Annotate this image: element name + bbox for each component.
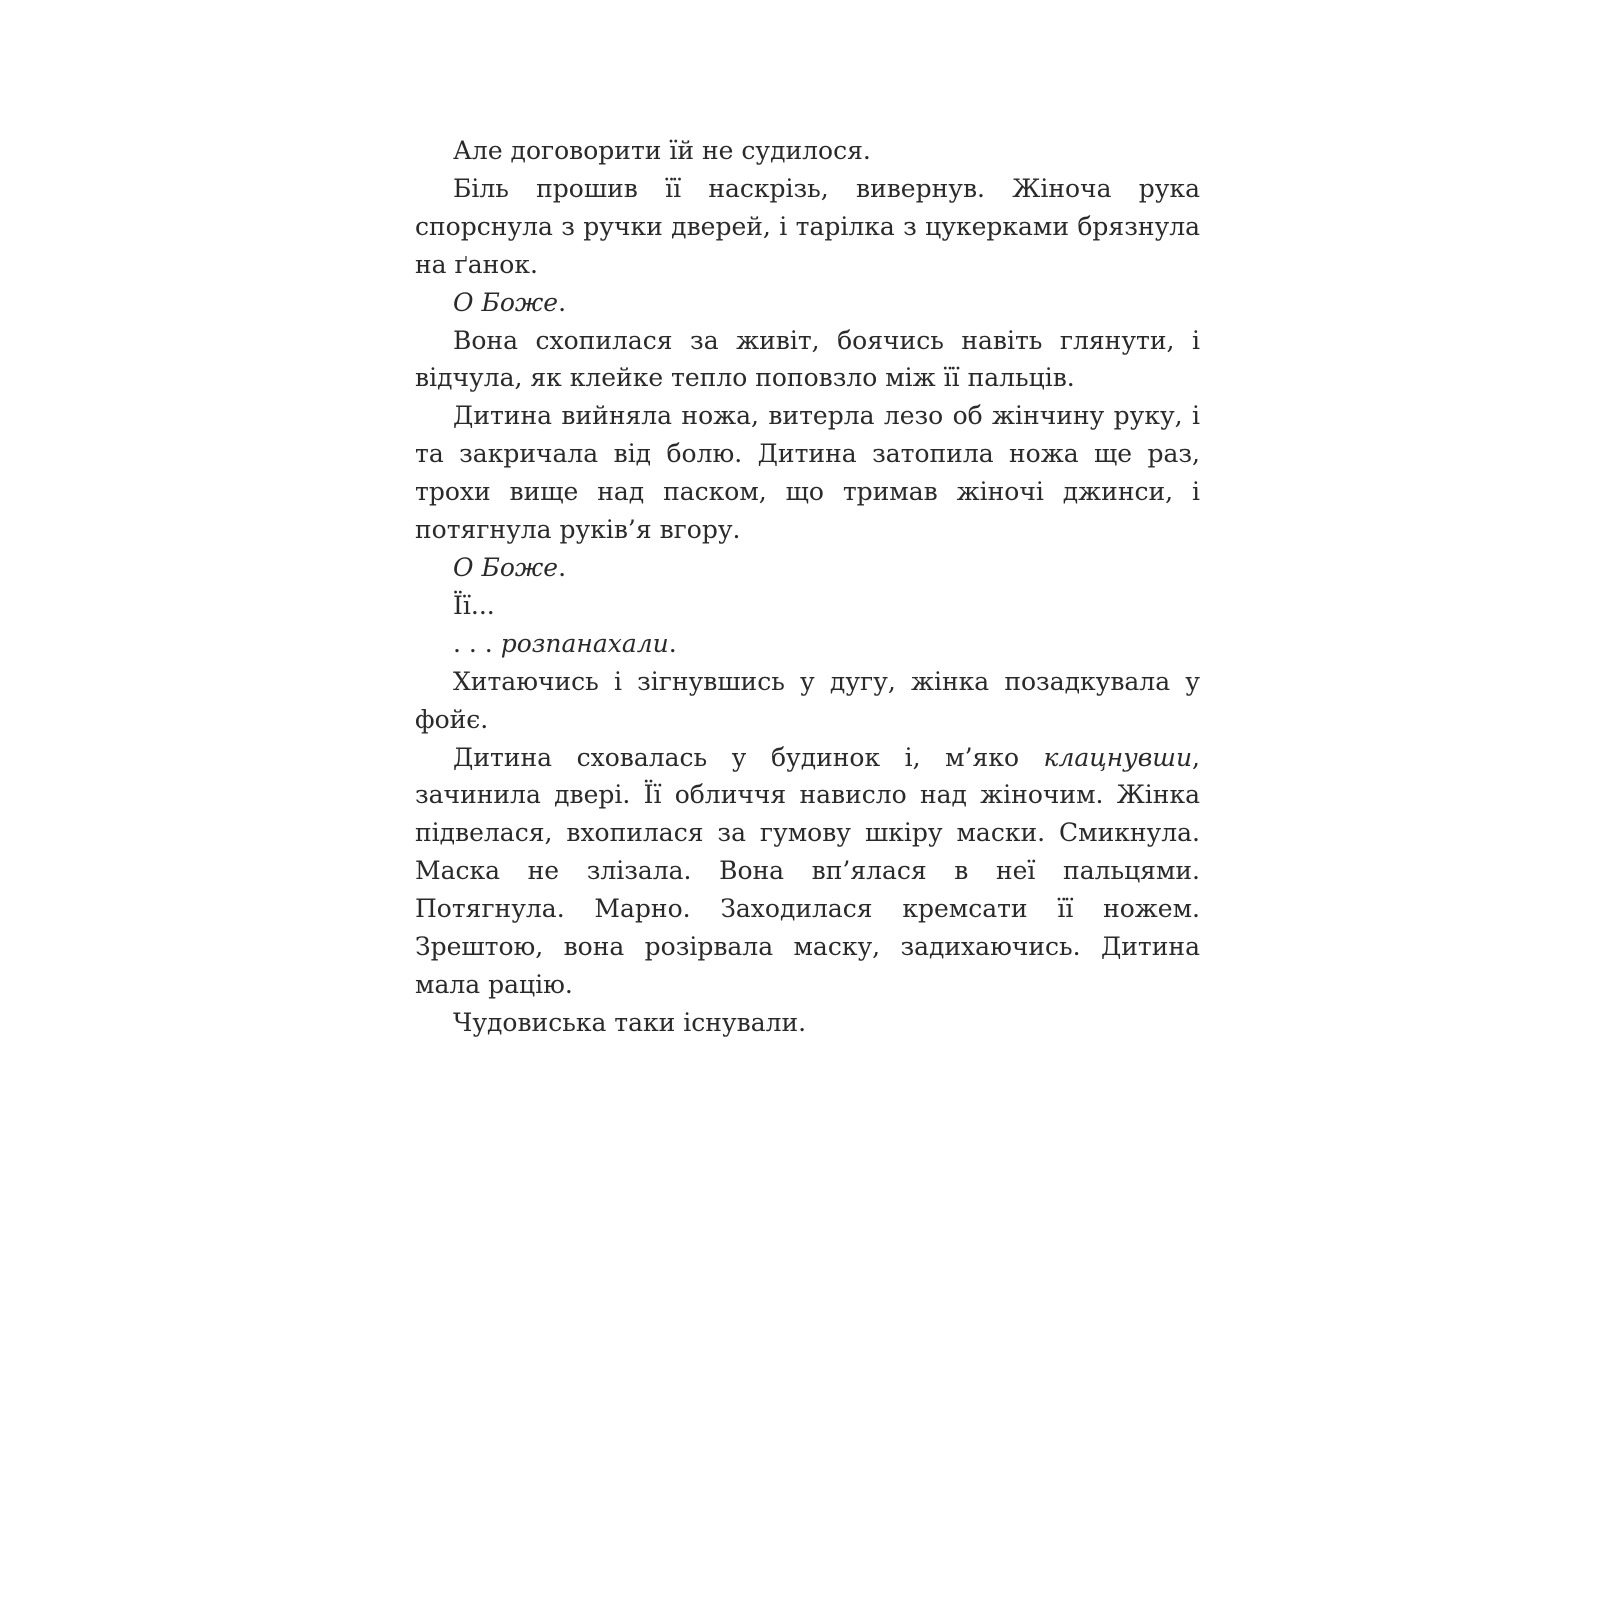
paragraph	[415, 284, 1200, 322]
text-segment: Чудовиська таки існували.	[453, 1007, 807, 1037]
italic-text: О Боже	[453, 287, 559, 317]
paragraph	[415, 132, 1200, 170]
paragraph	[415, 739, 1200, 1004]
paragraph	[415, 322, 1200, 398]
text-segment: Її...	[453, 590, 495, 620]
paragraph	[415, 625, 1200, 663]
text-segment: Хитаючись і зігнувшись у дугу, жінка позадкувала у фойє.	[415, 666, 1200, 734]
text-segment: Але договорити їй не судилося.	[453, 136, 871, 165]
text-segment: Дитина сховалась у будинок і, м’яко	[453, 742, 1044, 772]
text-segment: , зачинила двері. Її обличчя нависло над жіночим. Жінка підвелася, вхопилася за гумову шкіру маски. Смикнула. Маска не злізала. Вона вп’ялася в неї пальцями. Потягнула. Марно. Заходилася кремсати її ножем. Зрештою, вона розірвала маску, задихаючись. Дитина мала рацію.	[415, 742, 1200, 999]
italic-text: О Боже	[453, 552, 559, 582]
text-segment: . . .	[453, 628, 501, 658]
italic-text: клацнувши	[1043, 742, 1193, 772]
paragraph	[415, 549, 1200, 587]
text-segment: .	[668, 628, 677, 658]
paragraph	[415, 397, 1200, 549]
paragraph	[415, 170, 1200, 284]
paragraph	[415, 587, 1200, 625]
paragraph	[415, 1004, 1200, 1042]
text-segment: Біль прошив її наскрізь, вивернув. Жіноча рука спорснула з ручки дверей, і тарілка з цукерками брязнула на ґанок.	[415, 173, 1200, 279]
italic-text: розпанахали	[500, 628, 669, 658]
text-segment: .	[558, 287, 567, 317]
text-segment: Вона схопилася за живіт, боячись навіть глянути, і відчула, як клейке тепло поповзло між її пальців.	[415, 325, 1200, 393]
book-page-text	[415, 132, 1200, 1042]
paragraph	[415, 663, 1200, 739]
text-segment: Дитина вийняла ножа, витерла лезо об жінчину руку, і та закричала від болю. Дитина затопила ножа ще раз, трохи вище над паском, що тримав жіночі джинси, і потягнула руків’я вгору.	[415, 401, 1200, 545]
text-segment: .	[558, 552, 567, 582]
